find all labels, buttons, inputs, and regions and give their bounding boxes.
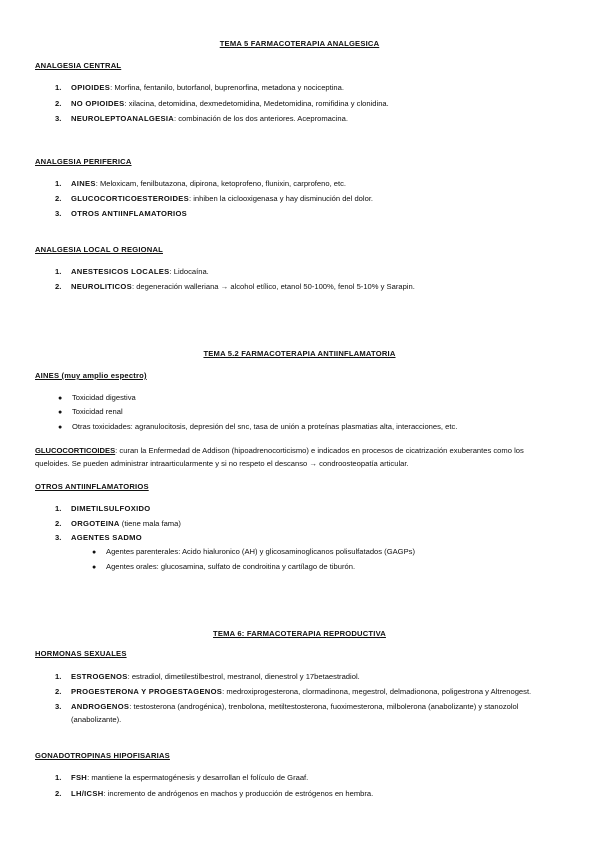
paragraph-text: queloides. Se pueden administrar intraarticularmente y si no respeto el descanso → condroosteopatía articular. [35, 459, 409, 468]
item-number: 1. [55, 672, 62, 681]
item-term: NO OPIOIDES [71, 99, 125, 108]
item-term: ANESTESICOS LOCALES [71, 267, 170, 276]
section-title-tema6: TEMA 6: FARMACOTERAPIA REPRODUCTIVA [213, 629, 386, 638]
bullet-icon: ● [92, 564, 97, 571]
item-number: 1. [55, 179, 62, 188]
item-text: : incremento de andrógenos en machos y producción de estrógenos en hembra. [103, 789, 374, 798]
list-item [55, 701, 575, 712]
paragraph-lead: GLUCOCORTICOIDES [35, 446, 116, 455]
list-item [55, 503, 575, 514]
item-number: 3. [55, 209, 62, 218]
sub-bullet-item [92, 561, 355, 573]
item-text: : Meloxicam, fenilbutazona, dipirona, ketoprofeno, flunixin, carprofeno, etc. [95, 179, 347, 188]
paragraph-text: : curan la Enfermedad de Addison (hipoadrenocorticismo) e indicados en procesos de cicatrización exuberantes como los [115, 446, 524, 455]
bullet-icon: ● [58, 424, 63, 431]
bullet-text: Otras toxicidades: agranulocitosis, depresión del snc, tasa de unión a proteínas plasmatias alta, interacciones, etc. [72, 422, 458, 431]
item-number: 2. [55, 519, 62, 528]
bullet-icon: ● [58, 409, 63, 416]
list-item [55, 113, 575, 124]
item-term: AINES [71, 179, 96, 188]
item-number: 1. [55, 267, 62, 276]
item-number: 2. [55, 282, 62, 291]
list-item [55, 281, 575, 292]
item-number: 3. [55, 114, 62, 123]
list-item [55, 208, 575, 219]
heading-otros-antiinflamatorios: OTROS ANTIINFLAMATORIOS [35, 482, 149, 491]
item-text: : medroxiprogesterona, clormadinona, megestrol, delmadionona, poligestrona y Altrenogest. [222, 687, 532, 696]
list-item [55, 518, 575, 529]
list-item [55, 98, 575, 109]
heading-hormonas-sexuales: HORMONAS SEXUALES [35, 649, 127, 658]
heading-analgesia-regional: ANALGESIA LOCAL O REGIONAL [35, 245, 163, 254]
item-term: NEUROLITICOS [71, 282, 132, 291]
list-item [55, 532, 575, 543]
list-item [55, 82, 575, 93]
item-number: 2. [55, 99, 62, 108]
bullet-item [58, 421, 457, 433]
item-term: ANDROGENOS [71, 702, 130, 711]
item-number: 3. [55, 702, 62, 711]
item-number: 1. [55, 83, 62, 92]
bullet-icon: ● [58, 395, 63, 402]
item-text: : inhiben la ciclooxigenasa y hay disminución del dolor. [188, 194, 374, 203]
bullet-item [58, 406, 123, 418]
bullet-text: Toxicidad digestiva [72, 393, 136, 402]
item-term: ESTROGENOS [71, 672, 128, 681]
item-number: 2. [55, 687, 62, 696]
section-title-tema52: TEMA 5.2 FARMACOTERAPIA ANTIINFLAMATORIA [203, 349, 396, 358]
item-term: AGENTES SADMO [71, 533, 142, 542]
list-item [55, 266, 575, 277]
bullet-text: Agentes orales: glucosamina, sulfato de condroitina y cartílago de tiburón. [106, 562, 356, 571]
item-number: 1. [55, 773, 62, 782]
bullet-item [58, 392, 136, 404]
item-term: FSH [71, 773, 88, 782]
list-item [55, 772, 575, 783]
list-item [55, 788, 575, 799]
sub-bullet-item [92, 546, 415, 558]
heading-aines: AINES (muy amplio espectro) [35, 371, 147, 380]
heading-analgesia-periferica: ANALGESIA PERIFERICA [35, 157, 132, 166]
bullet-text: Agentes parenterales: Acido hialuronico (AH) y glicosaminoglicanos polisulfatados (GAGPs) [106, 547, 415, 556]
item-term: PROGESTERONA Y PROGESTAGENOS [71, 687, 223, 696]
item-text: (tiene mala fama) [119, 519, 181, 528]
item-number: 1. [55, 504, 62, 513]
heading-analgesia-central: ANALGESIA CENTRAL [35, 61, 122, 70]
item-text: : mantiene la espermatogénesis y desarrollan el folículo de Graaf. [87, 773, 309, 782]
item-term: DIMETILSULFOXIDO [71, 504, 151, 513]
list-item [55, 671, 575, 682]
heading-gonadotropinas: GONADOTROPINAS HIPOFISARIAS [35, 751, 170, 760]
glucocorticoides-paragraph [35, 444, 563, 470]
item-term: LH/ICSH [71, 789, 104, 798]
item-term: NEUROLEPTOANALGESIA [71, 114, 175, 123]
item-text: : xilacina, detomidina, dexmedetomidina, Medetomidina, romifidina y clonidina. [124, 99, 389, 108]
item-text: : estradiol, dimetilestilbestrol, mestranol, dienestrol y 17betaestradiol. [127, 672, 360, 681]
item-term: OPIOIDES [71, 83, 111, 92]
list-item [55, 193, 575, 204]
item-number: 2. [55, 789, 62, 798]
item-text: : Morfina, fentanilo, butorfanol, buprenorfina, metadona y nociceptina. [110, 83, 344, 92]
item-term: GLUCOCORTICOESTEROIDES [71, 194, 189, 203]
item-text: : degeneración walleriana → alcohol etílico, etanol 50-100%, fenol 5-10% y Sarapin. [131, 282, 415, 291]
item-text: : Lidocaína. [169, 267, 209, 276]
item-text: : testosterona (androgénica), trenbolona, metiltestosterona, fuoximesterona, milbolerona (anabolizante) y stanozolol [129, 702, 519, 711]
item-term: ORGOTEINA [71, 519, 120, 528]
list-item [55, 686, 575, 697]
item-text: : combinación de los dos anteriores. Acepromacina. [174, 114, 348, 123]
list-item-continuation: (anabolizante). [71, 715, 122, 724]
item-number: 2. [55, 194, 62, 203]
list-item [55, 178, 575, 189]
item-term: OTROS ANTIINFLAMATORIOS [71, 209, 188, 218]
bullet-text: Toxicidad renal [72, 407, 123, 416]
item-number: 3. [55, 533, 62, 542]
section-title-tema5: TEMA 5 FARMACOTERAPIA ANALGESICA [219, 39, 380, 48]
bullet-icon: ● [92, 549, 97, 556]
